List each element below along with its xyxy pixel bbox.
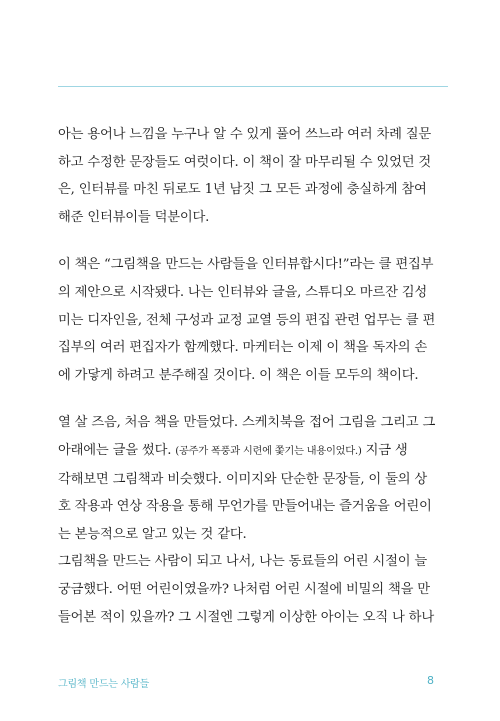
text-line: 그림책을 만드는 사람이 되고 나서, 나는 동료들의 어린 시절이 늘 <box>58 554 428 570</box>
text-segment: 지금 생 <box>365 442 408 458</box>
text-line: 의 제안으로 시작됐다. 나는 인터뷰와 글을, 스튜디오 마르잔 김성 <box>58 284 428 300</box>
body-text <box>58 121 450 631</box>
paragraph-4 <box>58 548 450 631</box>
text-line: 은, 인터뷰를 마친 뒤로도 1년 남짓 그 모든 과정에 충실하게 참여 <box>58 182 427 198</box>
running-footer-title: 그림책 만드는 사람들 <box>58 679 150 690</box>
text-line-mixed <box>58 437 450 466</box>
text-line: 각해보면 그림책과 비슷했다. 이미지와 단순한 문장들, 이 둘의 상 <box>58 471 428 487</box>
text-line: 집부의 여러 편집자가 함께했다. 마케터는 이제 이 책을 독자의 손 <box>58 340 428 356</box>
text-line: 이 책은 “그림책을 만드는 사람들을 인터뷰합시다!”라는 클 편집부 <box>58 257 434 273</box>
text-line: 궁금했다. 어떤 어린이였을까? 나처럼 어린 시절에 비밀의 책을 만 <box>58 581 430 597</box>
top-divider-line <box>58 86 448 87</box>
paragraph-2 <box>58 251 450 389</box>
paragraph-1 <box>58 121 450 231</box>
text-line: 에 가닿게 하려고 분주해질 것이다. 이 책은 이들 모두의 책이다. <box>58 367 419 383</box>
text-line: 미는 디자인을, 전체 구성과 교정 교열 등의 편집 관련 업무는 클 편 <box>58 312 436 328</box>
text-line: 는 본능적으로 알고 있는 것 같다. <box>58 526 247 542</box>
text-line: 해준 인터뷰이들 덕분이다. <box>58 209 210 225</box>
text-line: 호 작용과 연상 작용을 통해 무언가를 만들어내는 즐거움을 어린이 <box>58 499 432 515</box>
text-line: 아는 용어나 느낌을 누구나 알 수 있게 풀어 쓰느라 여러 차례 질문 <box>58 127 432 142</box>
paragraph-3 <box>58 409 450 548</box>
text-line: 하고 수정한 문장들도 여럿이다. 이 책이 잘 마무리될 수 있었던 것 <box>58 154 432 170</box>
parenthetical-note: (공주가 폭풍과 시련에 쫓기는 내용이었다.) <box>175 444 362 457</box>
text-line: 열 살 즈음, 처음 책을 만들었다. 스케치북을 접어 그림을 그리고 그 <box>58 415 436 431</box>
text-segment: 아래에는 글을 썼다. <box>58 442 172 458</box>
page-number: 8 <box>427 674 434 687</box>
text-line: 들어본 적이 있을까? 그 시절엔 그렇게 이상한 아이는 오직 나 하나 <box>58 609 434 625</box>
